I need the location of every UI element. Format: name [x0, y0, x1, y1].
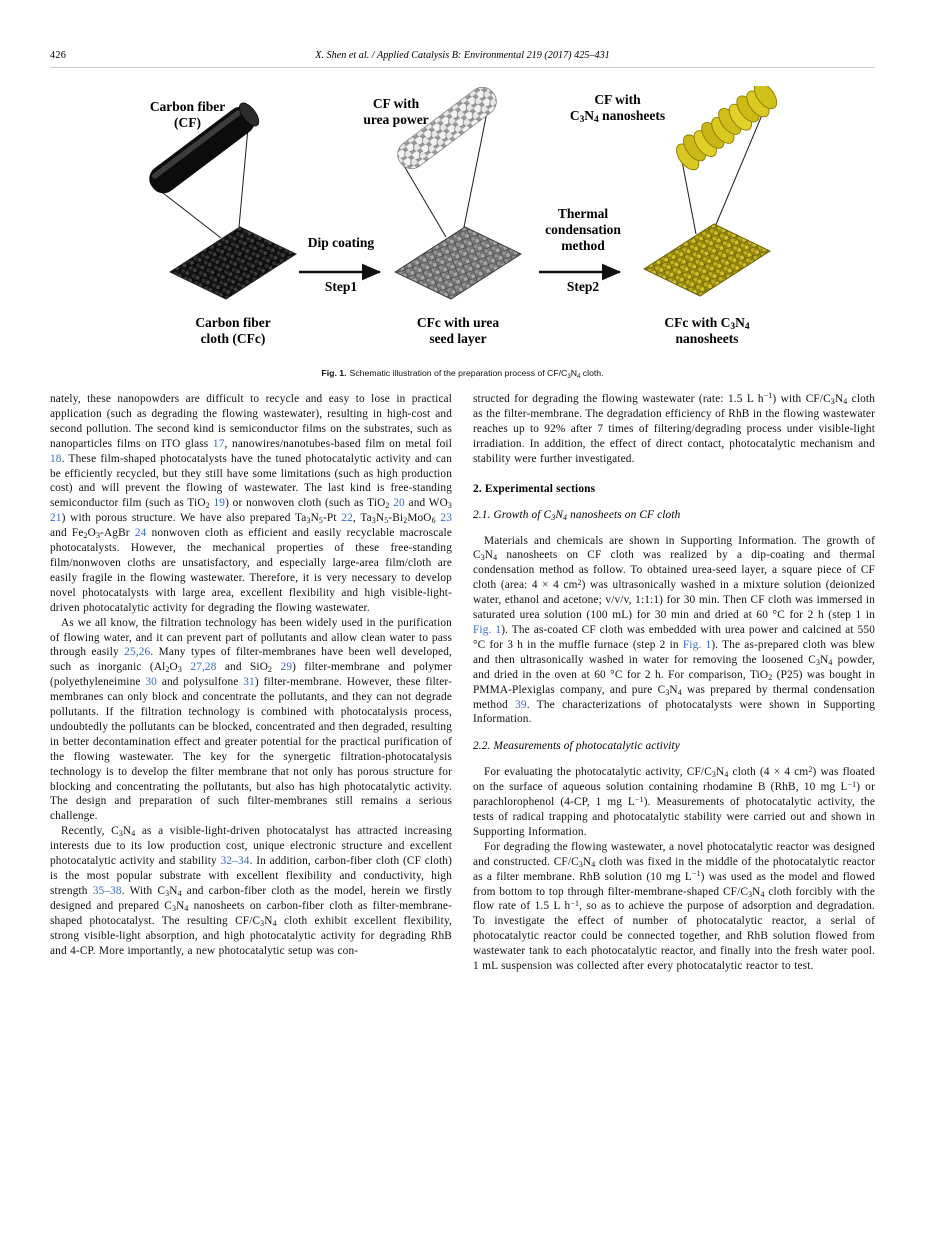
label-thermal-condensation: [516, 206, 650, 254]
label-line: cloth (CFc): [200, 331, 266, 346]
subsection-heading-growth: 2.1. Growth of $C_3N_4$ nanosheets on CF cloth: [473, 508, 681, 522]
header-rule: [50, 67, 875, 68]
label-line: Carbon fiber: [195, 315, 271, 330]
carbon-fiber-cloth: [170, 227, 296, 299]
figure-caption-text: Schematic illustration of the preparation process of $CF/C_3N_4$ cloth.: [349, 368, 604, 380]
citation-link[interactable]: 31: [243, 676, 255, 689]
label-line: Thermal: [557, 206, 609, 221]
citation-link[interactable]: 18: [50, 452, 62, 465]
citation-link[interactable]: 21: [50, 512, 62, 525]
paragraph: For evaluating the photocatalytic activity, $CF/C_3N_4$ cloth (4 × 4 $cm^2$) was floated on the surface of aqueous solution containing rhodamine B (RhB, 10 mg $L^{-1}$) or parachlorophenol (4-CP, 1 mg $L^{-1}$). Measurements of photocatalytic activity, the tests of radical trapping and photocatalytic stability were carried out and shown in Supporting Information.: [473, 764, 875, 838]
label-line: nanosheets: [675, 331, 739, 346]
label-line: Carbon fiber: [149, 99, 226, 114]
citation-link[interactable]: 17: [212, 437, 225, 450]
citation-link[interactable]: 22: [341, 512, 353, 525]
label-urea-rod: [326, 96, 466, 128]
label-carbon-fiber-cloth: [160, 315, 306, 347]
journal-citation: X. Shen et al. / Applied Catalysis B: Environmental 219 (2017) 425–431: [315, 50, 610, 61]
citation-link[interactable]: 39: [515, 698, 527, 711]
label-line: condensation: [545, 222, 621, 237]
right-column: [473, 392, 875, 974]
label-line: CF with: [372, 96, 420, 111]
page-number: 426: [50, 50, 67, 61]
paragraph: Materials and chemicals are shown in Supporting Information. The growth of $C_3N_4$ nanosheets on CF cloth was realized by a dip-coating and thermal condensation method as follow. To obtained urea-seed layer, a square piece of CF cloth (area: 4 × 4 $cm^2$) was ultrasonically washed in a mixture solution (deionized water, ethanol and acetone; v/v/v, 1:1:1) for 30 min. Then CF cloth was immersed in saturated urea solution (100 mL) for 30 min and dried at 60 °C for 2 h (step 1 in Fig. 1). The as-coated CF cloth was embedded with urea power and calcined at 550 °C for 3 h in the muffle furnace (step 2 in Fig. 1). The as-prepared cloth was blew and then ultrasonically washed in water for removing the loosened $C_3N_4$ powder, and dried in the oven at 60 °C for 2 h. For comparison, TiO$_2$ (P25) was bought in PMMA-Plexiglas company, and pure $C_3N_4$ was prepared by thermal condensation method 39. The characterizations of photocatalysts were shown in Supporting Information.: [473, 534, 875, 726]
subsection-heading-measurements: 2.2. Measurements of photocatalytic activity: [473, 740, 680, 753]
paragraph: Recently, $C_3N_4$ as a visible-light-driven photocatalyst has attracted increasing interests due to its low production cost, unique electronic structure and excellent photocatalytic activity and stability 32–34. In addition, carbon-fiber cloth (CF cloth) is the most popular substrate with excellent flexibility and conductivity, high strength 35–38. With $C_3N_4$ and carbon-fiber cloth as the model, herein we firstly designed and prepared $C_3N_4$ nanosheets on carbon-fiber cloth as filter-membrane-shaped photocatalyst. The resulting $CF/C_3N_4$ cloth exhibit excellent flexibility, strong visible-light absorption, and high photocatalytic activity for degrading RhB and 4-CP. More importantly, a new photocatalytic setup was con-: [50, 825, 452, 957]
label-carbon-fiber-rod: [115, 99, 260, 131]
paragraph: As we all know, the filtration technology has been widely used in the purification of flowing water, and it can prevent part of pollutants and allow clean water to pass through easily 25,26. Many types of filter-membranes have been well developed, such as inorganic ($Al_2O_3$ 27,28 and SiO$_2$ 29) filter-membrane and polymer (polyethyleneimine 30 and polysulfone 31) filter-membrane. However, these filter-membranes can only block and concentrate the pollutants, and they can not degrade pollutants. If the filtration technology is combined with photocatalysis process, undoubtedly the pollutants can be blocked, concentrated and then degraded, resulting in better decontamination effect and greater potential for the practical purification of the flowing wastewater. The key for the synergetic filtration-photocatalysis technology is to develop the filter membrane that not only has porous structure for blocking and concentrating the pollutants, but also has high photocatalytic activity. The design and preparation of such filter-membranes still remains a serious challenge.: [50, 616, 453, 823]
urea-seed-cloth: [395, 227, 521, 299]
label-urea-seed-cloth: [388, 315, 528, 347]
label-line: CF with: [594, 92, 641, 107]
section-heading-experimental: 2. Experimental sections: [473, 482, 596, 495]
label-line: CFc with $C_3N_4$: [664, 315, 750, 333]
paragraph: For degrading the flowing wastewater, a novel photocatalytic reactor was designed and constructed. $CF/C_3N_4$ cloth was fixed in the middle of the photocatalytic reactor as a filter membrane. RhB solution (10 mg $L^{-1}$) was used as the model and flowed from bottom to top through filter-membrane-shaped $CF/C_3N_4$ cloth forcibly with the flow rate of 1.5 L $h^{-1}$, so as to achieve the purpose of adsorption and degradation. To investigate the effect of number of photocatalytic reactor, a serial of photocatalytic reactor could be connected together, and RhB solution flowed from wastewater tank to each photocatalytic reactor, and finally into the fresh water pool. 1 mL suspension was collected after every photocatalytic reactor to test.: [473, 840, 876, 973]
label-line: (CF): [174, 115, 201, 130]
citation-link[interactable]: Fig. 1: [473, 623, 502, 636]
label-line: CFc with urea: [416, 315, 500, 330]
figure-caption-label: Fig. 1.: [321, 368, 347, 378]
citation-link[interactable]: 29: [280, 661, 293, 674]
figure-1: [90, 86, 835, 364]
running-head: [50, 50, 875, 64]
citation-link[interactable]: 19: [213, 497, 226, 510]
label-line: urea power: [363, 112, 429, 127]
label-line: method: [561, 238, 605, 253]
label-step2: Step2: [566, 279, 600, 294]
paragraph: nately, these nanopowders are difficult to recycle and easy to lose in practical application (such as degrading the flowing wastewater), resulting in high-cost and second pollution. The second kind is semiconductor films on the substrates, such as nanoparticles films on ITO glass 17, nanowires/nanotubes-based film on metal foil 18. These film-shaped photocatalysts have the tuned photocatalytic activity and can be efficiently recycled, but they still have some limitations (such as high production cost) and will prevent the flowing of wastewater. The last kind is free-standing semiconductor film (such as TiO$_2$ 19) or nonwoven cloth (such as TiO$_2$ 20 and $WO_3$ 21) with porous structure. We have also prepared $Ta_3N_5-Pt$ 22, $Ta_3N_5-Bi_2MoO_6$ 23 and $Fe_2O_3$-AgBr 24 nonwoven cloth as efficient and easily recyclable macroscale photocatalysts. However, the mechanical properties of these free-standing film/nonwoven cloths are unsatisfactory, and especially large-area film/cloth are easily fragile in the flowing wastewater. Therefore, it is very necessary to develop novel photocatalysts with large area, excellent flexibility and high visible-light-driven photocatalytic activity for degrading the flowing wastewater.: [50, 393, 453, 614]
citation-link[interactable]: 35–38: [92, 884, 122, 897]
citation-link[interactable]: 23: [440, 512, 452, 525]
c3n4-cloth: [644, 224, 770, 296]
label-c3n4-rod: [530, 92, 705, 124]
citation-link[interactable]: 27,28: [190, 661, 217, 674]
citation-link[interactable]: 25,26: [124, 646, 151, 659]
paragraph: structed for degrading the flowing wastewater (rate: 1.5 L $h^{-1}$) with $CF/C_3N_4$ cloth as the filter-membrane. The degradation efficiency of RhB in the flowing wastewater reaches up to 92% after 7 times of filtering/degrading process under visible-light irradiation. In addition, the effect of direct contact, photocatalytic mechanism and stability were further investigated.: [473, 391, 875, 465]
citation-link[interactable]: 30: [145, 676, 157, 689]
left-column: [50, 392, 452, 974]
label-line: seed layer: [429, 331, 487, 346]
article-body: [50, 392, 875, 974]
label-step1: Step1: [324, 279, 358, 294]
citation-link[interactable]: 24: [134, 527, 147, 540]
citation-link[interactable]: Fig. 1: [682, 638, 712, 651]
citation-link[interactable]: 32–34: [220, 855, 250, 868]
figure-caption: [0, 368, 925, 378]
label-dip-coating: Dip coating: [307, 235, 375, 250]
citation-link[interactable]: 20: [393, 497, 405, 510]
label-line: $C_3N_4$ nanosheets: [569, 108, 666, 126]
label-c3n4-cloth: [622, 315, 792, 347]
